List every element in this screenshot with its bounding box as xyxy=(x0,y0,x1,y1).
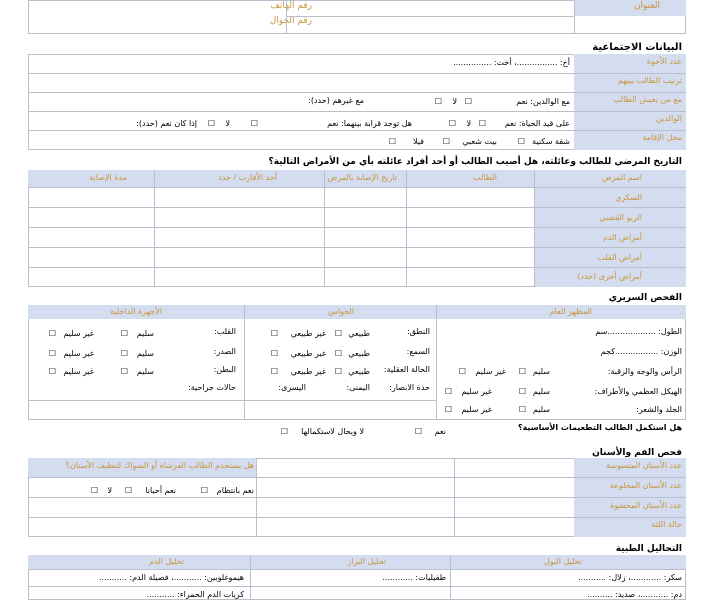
vaccines-no: لا ويحال لاستكمالها xyxy=(301,427,364,436)
divider xyxy=(28,227,686,228)
blood-text: هيموغلوبين: ...........، فصيلة الدم: ........... xyxy=(98,573,244,582)
healthy-option: سليم xyxy=(136,367,154,376)
no-option: لا xyxy=(452,97,457,106)
checkbox-icon[interactable]: ☐ xyxy=(270,367,278,376)
checkbox-icon[interactable]: ☐ xyxy=(442,137,450,146)
urine-text: سكر: ............، زلال: ........... xyxy=(578,573,682,582)
dental-question: هل يستخدم الطالب الفرشاة أو السواك لتنظيف الأسنان؟ xyxy=(65,461,254,470)
divider xyxy=(250,555,251,600)
checkbox-icon[interactable]: ☐ xyxy=(334,367,342,376)
alive-text: على قيد الحياة: نعم xyxy=(504,119,570,128)
divider xyxy=(574,0,575,34)
checkbox-icon[interactable]: ☐ xyxy=(444,387,452,396)
weight-text: الوزن: .................كجم xyxy=(600,347,682,356)
divider xyxy=(28,130,686,131)
abnormal-option: غير طبيعي xyxy=(290,349,326,358)
dental-title: فحص الفم والأسنان xyxy=(592,448,682,458)
unhealthy-option: غير سليم xyxy=(461,405,492,414)
chest-label: الصدر: xyxy=(213,347,236,356)
housing-option: فيلا xyxy=(412,137,424,146)
dental-option: نعم بانتظام xyxy=(216,486,254,495)
checkbox-icon[interactable]: ☐ xyxy=(518,405,526,414)
dental-row-label: عدد الأسنان المحشوة xyxy=(610,501,682,510)
divider xyxy=(28,497,686,498)
mobile-label: رقم الجوال xyxy=(269,16,312,26)
vaccines-yes: نعم xyxy=(434,427,446,436)
healthy-option: سليم xyxy=(532,367,550,376)
divider xyxy=(286,0,287,34)
history-header: أحد الأقارب / حدد xyxy=(218,173,277,182)
checkbox-icon[interactable]: ☐ xyxy=(124,486,132,495)
divider xyxy=(28,586,686,587)
blood-text-2: كريات الدم الحمراء: ........... xyxy=(146,590,244,599)
address-label-cell xyxy=(574,0,686,16)
stool-text: طفيليات: ............ xyxy=(382,573,446,582)
dental-option: لا xyxy=(107,486,112,495)
social-row-label: الوالدين xyxy=(656,114,682,123)
if-yes-text: إذا كان نعم (حدد): xyxy=(136,119,197,128)
abnormal-option: غير طبيعي xyxy=(290,367,326,376)
checkbox-icon[interactable]: ☐ xyxy=(414,427,422,436)
divider xyxy=(286,16,574,17)
checkbox-icon[interactable]: ☐ xyxy=(517,137,525,146)
unhealthy-option: غير سليم xyxy=(63,349,94,358)
dental-option: نعم أحيانا xyxy=(145,486,176,495)
exam-title: الفحص السريري xyxy=(608,293,682,303)
divider xyxy=(28,92,686,93)
checkbox-icon[interactable]: ☐ xyxy=(464,97,472,106)
divider xyxy=(28,187,686,188)
social-row-label: محل الإقامة xyxy=(642,133,682,142)
housing-option: بيت شعبي xyxy=(462,137,497,146)
right-eye-label: اليمنى: xyxy=(346,383,370,392)
dental-row-label: عدد الأسنان المخلوعة xyxy=(609,481,682,490)
lives-with-parents: مع الوالدين: نعم xyxy=(516,97,570,106)
normal-option: طبيعي xyxy=(348,349,370,358)
heart-label: القلب: xyxy=(214,327,236,336)
checkbox-icon[interactable]: ☐ xyxy=(388,137,396,146)
dental-row-label: حالة اللثة xyxy=(651,520,682,529)
exam-header: المظهر العام xyxy=(549,307,592,316)
checkbox-icon[interactable]: ☐ xyxy=(48,367,56,376)
height-text: الطول: ...................سم xyxy=(595,327,682,336)
healthy-option: سليم xyxy=(532,405,550,414)
unhealthy-option: غير سليم xyxy=(475,367,506,376)
divider xyxy=(28,400,244,401)
checkbox-icon[interactable]: ☐ xyxy=(120,367,128,376)
disease-label: الربو القصبي xyxy=(599,213,642,222)
checkbox-icon[interactable]: ☐ xyxy=(250,119,258,128)
address-label: العنوان xyxy=(633,1,660,11)
normal-option: طبيعي xyxy=(348,367,370,376)
mental-label: الحالة العقلية: xyxy=(383,365,430,374)
labs-header: تحليل الدم xyxy=(149,557,184,566)
vaccines-question: هل استكمل الطالب التطعيمات الأساسية؟ xyxy=(517,423,682,432)
checkbox-icon[interactable]: ☐ xyxy=(518,387,526,396)
vision-label: حدة الابصار: xyxy=(389,383,430,392)
exam-table xyxy=(28,305,686,420)
housing-option: شقة سكنية xyxy=(532,137,570,146)
hearing-label: السمع: xyxy=(406,347,430,356)
urine-text-2: دم: ...........، صديد: .......... xyxy=(587,590,682,599)
divider xyxy=(28,111,686,112)
healthy-option: سليم xyxy=(532,387,550,396)
others-text: مع غيرهم (حدد): xyxy=(308,96,364,105)
checkbox-icon[interactable]: ☐ xyxy=(518,367,526,376)
abdomen-label: البطن: xyxy=(213,365,236,374)
history-header: تاريخ الإصابة بالمرض xyxy=(327,173,397,182)
unhealthy-option: غير سليم xyxy=(461,387,492,396)
divider xyxy=(28,267,686,268)
checkbox-icon[interactable]: ☐ xyxy=(448,119,456,128)
labs-header: تحليل البول xyxy=(543,557,582,566)
checkbox-icon[interactable]: ☐ xyxy=(334,329,342,338)
divider xyxy=(28,569,686,570)
social-title: البيانات الاجتماعية xyxy=(592,42,682,53)
phone-label: رقم الهاتف xyxy=(270,1,312,11)
left-eye-label: اليسرى: xyxy=(278,383,306,392)
checkbox-icon[interactable]: ☐ xyxy=(444,405,452,414)
no-option: لا xyxy=(225,119,230,128)
disease-label: أمراض الدم xyxy=(602,233,642,242)
kinship-text: هل توجد قرابة بينهما: نعم xyxy=(327,119,412,128)
dental-row-label: عدد الأسنان المتسوسة xyxy=(606,461,682,470)
skeleton-label: الهيكل العظمي والأطراف: xyxy=(594,387,682,396)
divider xyxy=(28,517,686,518)
checkbox-icon[interactable]: ☐ xyxy=(434,97,442,106)
checkbox-icon[interactable]: ☐ xyxy=(478,119,486,128)
checkbox-icon[interactable]: ☐ xyxy=(458,367,466,376)
social-row-label: ترتيب الطالب بينهم xyxy=(617,76,682,85)
checkbox-icon[interactable]: ☐ xyxy=(270,329,278,338)
divider xyxy=(244,305,245,420)
divider xyxy=(244,400,436,401)
divider xyxy=(450,555,451,600)
normal-option: طبيعي xyxy=(348,329,370,338)
history-header: الطالب xyxy=(473,173,497,182)
history-header: مدة الإصابة xyxy=(89,173,127,182)
divider xyxy=(28,247,686,248)
healthy-option: سليم xyxy=(136,329,154,338)
abnormal-option: غير طبيعي xyxy=(290,329,326,338)
checkbox-icon[interactable]: ☐ xyxy=(90,486,98,495)
checkbox-icon[interactable]: ☐ xyxy=(270,349,278,358)
history-title: التاريخ المرضي للطالب وعائلته، هل أصيب الطالب أو أحد أفراد عائلته بأي من الأمراض التالية؟ xyxy=(268,157,682,167)
no-option: لا xyxy=(466,119,471,128)
divider xyxy=(28,207,686,208)
surgical-label: حالات جراحية: xyxy=(188,383,236,392)
divider xyxy=(436,305,437,420)
labs-title: التحاليل الطبية xyxy=(615,544,682,554)
divider xyxy=(28,477,686,478)
divider xyxy=(28,73,686,74)
social-row-label: مع من يعيش الطالب xyxy=(612,95,682,104)
checkbox-icon[interactable]: ☐ xyxy=(280,427,288,436)
checkbox-icon[interactable]: ☐ xyxy=(207,119,215,128)
exam-header: الحواس xyxy=(328,307,354,316)
checkbox-icon[interactable]: ☐ xyxy=(48,349,56,358)
checkbox-icon[interactable]: ☐ xyxy=(334,349,342,358)
speech-label: النطق: xyxy=(406,327,430,336)
disease-label: أمراض القلب xyxy=(597,253,642,262)
checkbox-icon[interactable]: ☐ xyxy=(120,349,128,358)
social-row-label: عدد الأخوة xyxy=(646,57,682,66)
head-label: الرأس والوجه والرقبة: xyxy=(607,367,682,376)
disease-label: أمراض أخرى (حدد) xyxy=(577,272,642,281)
checkbox-icon[interactable]: ☐ xyxy=(200,486,208,495)
exam-header: الأجهزة الداخلية xyxy=(110,307,162,316)
healthy-option: سليم xyxy=(136,349,154,358)
siblings-text: أخ: ................، أخت: ............... xyxy=(453,58,570,67)
unhealthy-option: غير سليم xyxy=(63,329,94,338)
checkbox-icon[interactable]: ☐ xyxy=(120,329,128,338)
history-header: اسم المرض xyxy=(601,173,642,182)
skin-label: الجلد والشعر: xyxy=(636,405,682,414)
unhealthy-option: غير سليم xyxy=(63,367,94,376)
labs-header: تحليل البراز xyxy=(347,557,386,566)
checkbox-icon[interactable]: ☐ xyxy=(48,329,56,338)
disease-label: السكري xyxy=(615,193,642,202)
